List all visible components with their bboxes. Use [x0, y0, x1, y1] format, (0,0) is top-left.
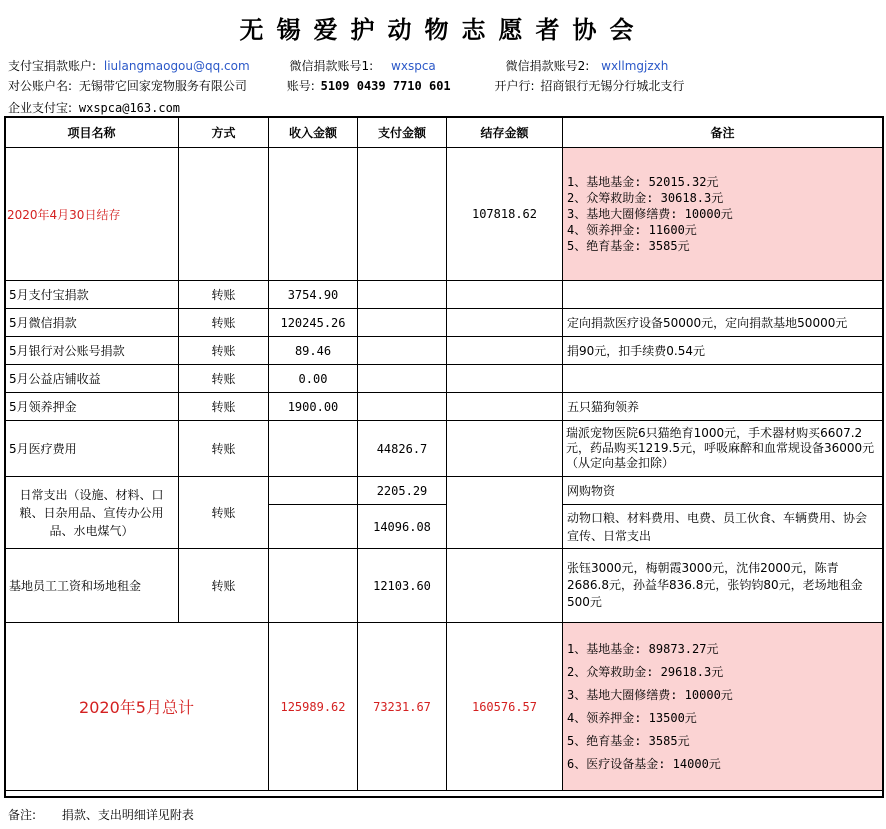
row-name: 日常支出（设施、材料、口粮、日杂用品、宣传办公用品、水电煤气）: [5, 477, 179, 549]
row-method: 转账: [179, 337, 269, 365]
row-balance: [447, 365, 563, 393]
company-alipay: wxspca@163.com: [78, 101, 181, 115]
footer-text: 捐款、支出明细详见附表: [61, 808, 194, 822]
col-header-expense: 支付金额: [358, 117, 447, 148]
total-note-4: 4、领养押金: 13500元: [567, 710, 697, 725]
col-header-notes: 备注: [563, 117, 883, 148]
table-row-medical: [5, 421, 883, 477]
company-alipay-label: 企业支付宝:: [8, 101, 73, 115]
alipay-account: liulangmaogou@qq.com: [103, 59, 250, 73]
row-name: 5月银行对公账号捐款: [5, 337, 179, 365]
row-method: 转账: [179, 421, 269, 477]
account-name-label: 对公账户名:: [8, 79, 73, 93]
row-income: [269, 549, 358, 623]
opening-notes: [563, 148, 883, 281]
opening-note-4: 4、领养押金: 11600元: [567, 223, 697, 237]
account-name: 无锡带它回家宠物服务有限公司: [78, 79, 247, 93]
row-name: 5月领养押金: [5, 393, 179, 421]
total-notes: [563, 623, 883, 791]
row-expense: 14096.08: [358, 505, 447, 549]
row-note: 动物口粮、材料费用、电费、员工伙食、车辆费用、协会宣传、日常支出: [563, 505, 883, 549]
row-balance: [447, 281, 563, 309]
table-row-deposit: [5, 393, 883, 421]
row-balance: [447, 337, 563, 365]
total-expense: 73231.67: [358, 623, 447, 791]
row-balance: [447, 549, 563, 623]
wechat2-account: wxllmgjzxh: [601, 59, 669, 73]
row-income: 89.46: [269, 337, 358, 365]
row-expense: [358, 365, 447, 393]
total-note-3: 3、基地大圈修缮费: 10000元: [567, 687, 733, 702]
total-note-5: 5、绝育基金: 3585元: [567, 733, 690, 748]
wechat2-label: 微信捐款账号2:: [505, 59, 590, 73]
row-income: [269, 505, 358, 549]
table-row-total: [5, 623, 883, 791]
row-name: 5月医疗费用: [5, 421, 179, 477]
table-row-wechat: [5, 309, 883, 337]
info-row-3: [8, 99, 180, 116]
row-name: 基地员工工资和场地租金: [5, 549, 179, 623]
row-income: 1900.00: [269, 393, 358, 421]
col-header-balance: 结存金额: [447, 117, 563, 148]
row-note: 五只猫狗领养: [563, 393, 883, 421]
total-note-2: 2、众筹救助金: 29618.3元: [567, 664, 724, 679]
row-method: 转账: [179, 365, 269, 393]
total-income: 125989.62: [269, 623, 358, 791]
row-expense: [358, 337, 447, 365]
row-income: 120245.26: [269, 309, 358, 337]
row-balance: [447, 421, 563, 477]
opening-note-2: 2、众筹救助金: 30618.3元: [567, 191, 724, 205]
table-row-alipay: [5, 281, 883, 309]
row-balance: [447, 477, 563, 549]
table-row-daily: [5, 477, 883, 505]
col-header-method: 方式: [179, 117, 269, 148]
opening-note-3: 3、基地大圈修缮费: 10000元: [567, 207, 733, 221]
row-balance: [447, 393, 563, 421]
row-expense: 12103.60: [358, 549, 447, 623]
row-note: [563, 365, 883, 393]
opening-income: [269, 148, 358, 281]
row-note: 定向捐款医疗设备50000元，定向捐款基地50000元: [563, 309, 883, 337]
row-income: [269, 477, 358, 505]
info-row-1: [8, 57, 668, 74]
row-method: 转账: [179, 309, 269, 337]
total-name: 2020年5月总计: [5, 623, 269, 791]
bank-label: 开户行:: [494, 79, 535, 93]
total-balance: 160576.57: [447, 623, 563, 791]
opening-note-1: 1、基地基金: 52015.32元: [567, 175, 719, 189]
row-income: 3754.90: [269, 281, 358, 309]
footer-label: 备注:: [8, 808, 37, 822]
row-note: 瑞派宠物医院6只猫绝育1000元，手术器材购买6607.2元，药品购买1219.5元，呼吸麻醉和血常规设备36000元（从定向基金扣除）: [563, 421, 883, 477]
table-header-row: [5, 117, 883, 148]
table-row-shop: [5, 365, 883, 393]
row-expense: [358, 393, 447, 421]
bank-name: 招商银行无锡分行城北支行: [540, 79, 685, 93]
row-expense: [358, 309, 447, 337]
col-header-income: 收入金额: [269, 117, 358, 148]
row-balance: [447, 309, 563, 337]
row-name: 5月公益店铺收益: [5, 365, 179, 393]
row-method: 转账: [179, 477, 269, 549]
wechat1-account: wxspca: [391, 59, 436, 73]
row-method: 转账: [179, 281, 269, 309]
row-name: 5月微信捐款: [5, 309, 179, 337]
finance-table: [4, 116, 883, 791]
account-number: 5109 0439 7710 601: [320, 79, 451, 93]
table-row-staff: [5, 549, 883, 623]
row-income: [269, 421, 358, 477]
row-note: 捐90元，扣手续费0.54元: [563, 337, 883, 365]
row-note: 网购物资: [563, 477, 883, 505]
row-expense: 2205.29: [358, 477, 447, 505]
row-method: 转账: [179, 549, 269, 623]
total-note-1: 1、基地基金: 89873.27元: [567, 641, 719, 656]
table-row-bank: [5, 337, 883, 365]
row-note: 张钰3000元，梅朝霞3000元，沈伟2000元，陈青2686.8元，孙益华836.8元，张钧钧80元，老场地租金500元: [563, 549, 883, 623]
alipay-label: 支付宝捐款账户:: [8, 59, 97, 73]
table-row-opening: [5, 148, 883, 281]
row-income: 0.00: [269, 365, 358, 393]
opening-note-5: 5、绝育基金: 3585元: [567, 239, 690, 253]
info-row-2: [8, 77, 684, 94]
footer-note: [8, 806, 194, 823]
opening-name: 2020年4月30日结存: [5, 148, 179, 281]
col-header-name: 项目名称: [5, 117, 179, 148]
opening-expense: [358, 148, 447, 281]
total-note-6: 6、医疗设备基金: 14000元: [567, 756, 721, 771]
row-note: [563, 281, 883, 309]
row-expense: 44826.7: [358, 421, 447, 477]
wechat1-label: 微信捐款账号1:: [289, 59, 374, 73]
opening-balance: 107818.62: [447, 148, 563, 281]
row-expense: [358, 281, 447, 309]
row-name: 5月支付宝捐款: [5, 281, 179, 309]
opening-method: [179, 148, 269, 281]
account-no-label: 账号:: [286, 79, 315, 93]
page-title: 无锡爱护动物志愿者协会: [239, 15, 647, 44]
row-method: 转账: [179, 393, 269, 421]
